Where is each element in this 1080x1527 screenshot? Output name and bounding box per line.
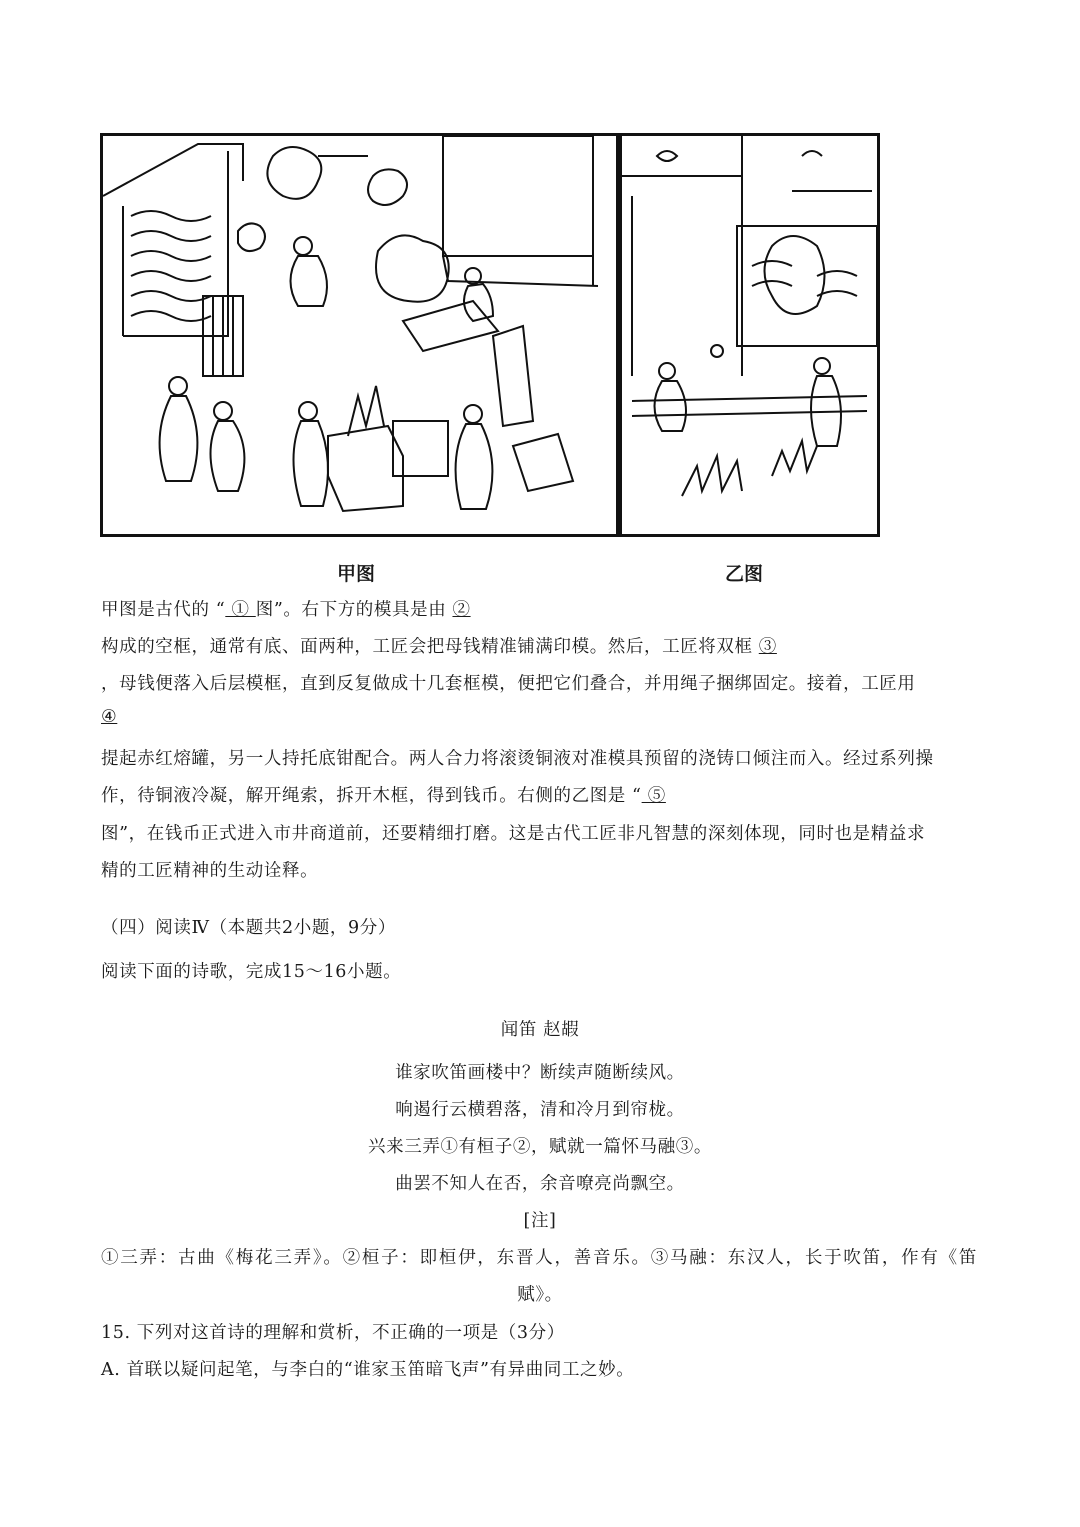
passage-line-2	[101, 633, 777, 658]
blank-3: ③	[758, 637, 777, 657]
question-stem: 15. 下列对这首诗的理解和赏析，不正确的一项是（3分）	[101, 1323, 565, 1343]
passage-line-3: ，母钱便落入后层模框，直到反复做成十几套框模，便把它们叠合，并用绳子捆绑固定。接着，工匠用	[101, 674, 916, 694]
poem-title: 闻笛 赵嘏	[500, 1020, 580, 1040]
poem-line-2: 响遏行云横碧落，清和冷月到帘栊。	[395, 1100, 685, 1120]
section-heading: （四）阅读Ⅳ（本题共2小题，9分）	[101, 918, 396, 938]
figure-caption-left: 甲图	[337, 563, 376, 585]
question-option-a: A. 首联以疑问起笔，与李白的“谁家玉笛暗飞声”有异曲同工之妙。	[101, 1360, 635, 1380]
passage-text: 构成的空框，通常有底、面两种，工匠会把母钱精准铺满印模。然后，工匠将双框	[101, 637, 759, 657]
poem-line-4: 曲罢不知人在否，余音嘹亮尚飘空。	[395, 1174, 685, 1194]
passage-text: 甲图是古代的 “	[101, 600, 226, 620]
right-panel-frame	[619, 133, 880, 537]
passage-text: 图”。右下方的模具是由	[255, 600, 453, 620]
poem-note-line-1: ①三弄：古曲《梅花三弄》。②桓子：即桓伊，东晋人，善音乐。③马融：东汉人，长于吹笛，作有《笛	[101, 1248, 977, 1268]
passage-line-1	[101, 596, 471, 621]
poem-line-3: 兴来三弄①有桓子②，赋就一篇怀马融③。	[368, 1137, 712, 1157]
passage-line-6	[101, 782, 666, 807]
poem-line-1: 谁家吹笛画楼中？断续声随断续风。	[395, 1063, 685, 1083]
blank-2: ②	[452, 600, 471, 620]
left-panel-illustration	[103, 136, 616, 534]
passage-text: 作，待铜液冷凝，解开绳索，拆开木框，得到钱币。右侧的乙图是 “	[101, 786, 642, 806]
passage-line-7: 图”，在钱币正式进入市井商道前，还要精细打磨。这是古代工匠非凡智慧的深刻体现，同时也是精益求	[101, 824, 926, 844]
right-panel-illustration	[622, 136, 877, 534]
figure-caption-right: 乙图	[725, 563, 764, 585]
passage-line-8: 精的工匠精神的生动诠释。	[101, 861, 319, 881]
blank-1: ①	[225, 600, 256, 620]
passage-line-5: 提起赤红熔罐，另一人持托底钳配合。两人合力将滚烫铜液对准模具预留的浇铸口倾注而入。经过系列操	[101, 749, 934, 769]
poem-note-label: [注]	[523, 1211, 557, 1231]
section-instruction: 阅读下面的诗歌，完成15～16小题。	[101, 962, 402, 982]
blank-4: ④	[101, 707, 118, 727]
poem-note-line-2: 赋》。	[517, 1285, 563, 1305]
passage-line-4	[101, 707, 117, 727]
left-panel-frame	[100, 133, 619, 537]
blank-5: ⑤	[641, 786, 666, 806]
